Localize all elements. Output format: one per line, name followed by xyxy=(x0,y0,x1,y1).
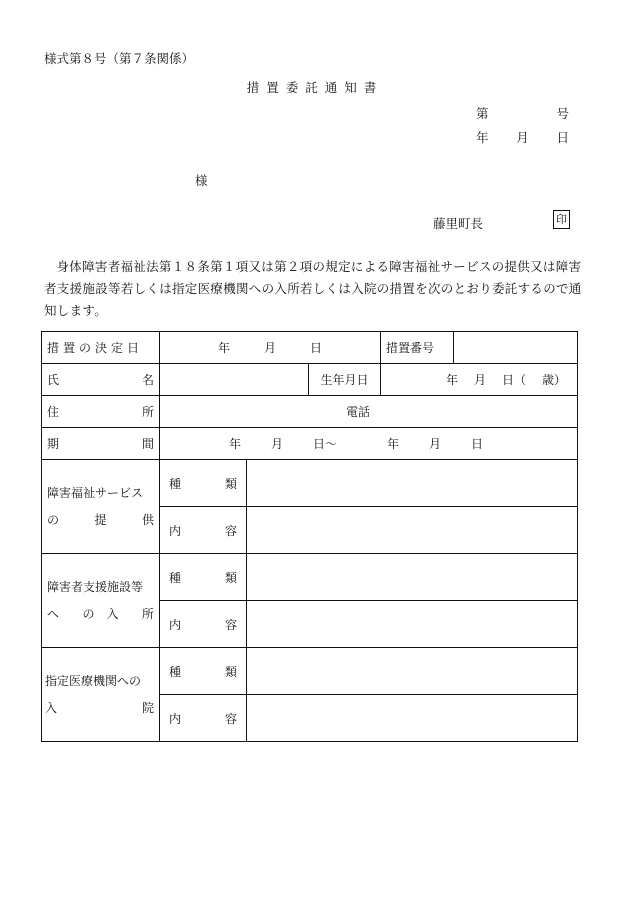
address-field[interactable] xyxy=(160,396,578,428)
table-row xyxy=(42,332,578,364)
addressee-honorific: 様 xyxy=(195,173,208,188)
medical-institution-label: 指定医療機関への 入 院 xyxy=(42,648,160,742)
table-row xyxy=(42,460,578,507)
measure-number-field[interactable] xyxy=(454,332,578,364)
medical-institution-content-field[interactable] xyxy=(247,695,578,742)
kind-label: 種 類 xyxy=(160,648,247,695)
welfare-service-content-field[interactable] xyxy=(247,507,578,554)
decision-day: 日 xyxy=(310,341,323,355)
birth-month: 月 xyxy=(473,373,486,387)
date-day: 日 xyxy=(556,130,569,145)
table-row xyxy=(42,428,578,460)
commission-table xyxy=(41,331,578,742)
body-text: 身体障害者福祉法第１８条第１項又は第２項の規定による障害福祉サービスの提供又は障害者支援施設等若しくは指定医療機関への入所若しくは入院の措置を次のとおり委託するので通知します。 xyxy=(44,259,582,318)
document-date-line xyxy=(476,128,569,146)
content-label: 内 容 xyxy=(160,601,247,648)
period-label: 期 間 xyxy=(42,428,160,460)
number-suffix: 号 xyxy=(556,106,569,121)
decision-month: 月 xyxy=(264,341,277,355)
decision-date-label: 措置の決定日 xyxy=(42,332,160,364)
address-label: 住 所 xyxy=(42,396,160,428)
welfare-service-kind-field[interactable] xyxy=(247,460,578,507)
date-month: 月 xyxy=(516,130,529,145)
medical-institution-kind-field[interactable] xyxy=(247,648,578,695)
number-prefix: 第 xyxy=(476,106,489,121)
issuer-name: 藤里町長 xyxy=(433,216,484,231)
welfare-service-label: 障害福祉サービス の 提 供 xyxy=(42,460,160,554)
table-row xyxy=(42,554,578,601)
seal-mark: 印 xyxy=(553,210,570,229)
support-facility-label: 障害者支援施設等 へ の 入 所 xyxy=(42,554,160,648)
birthdate-field[interactable] xyxy=(381,364,578,396)
age-close: 歳） xyxy=(542,373,567,387)
document-title: 措置委託通知書 xyxy=(246,80,384,95)
name-field[interactable] xyxy=(160,364,309,396)
content-label: 内 容 xyxy=(160,695,247,742)
table-row xyxy=(42,364,578,396)
date-year: 年 xyxy=(476,130,489,145)
period-separator: 日～ xyxy=(313,437,338,451)
birth-day-open: 日（ xyxy=(501,373,526,387)
support-facility-kind-field[interactable] xyxy=(247,554,578,601)
birthdate-label: 生年月日 xyxy=(309,364,381,396)
phone-label: 電話 xyxy=(346,405,371,419)
kind-label: 種 類 xyxy=(160,554,247,601)
content-label: 内 容 xyxy=(160,507,247,554)
decision-date-field[interactable] xyxy=(160,332,381,364)
decision-year: 年 xyxy=(217,341,230,355)
name-label: 氏 名 xyxy=(42,364,160,396)
document-number-line xyxy=(476,104,569,122)
birth-year: 年 xyxy=(445,373,458,387)
measure-number-label: 措置番号 xyxy=(381,332,454,364)
table-row xyxy=(42,396,578,428)
table-row xyxy=(42,648,578,695)
form-number: 様式第８号（第７条関係） xyxy=(44,51,195,66)
kind-label: 種 類 xyxy=(160,460,247,507)
support-facility-content-field[interactable] xyxy=(247,601,578,648)
period-field[interactable]: 年 月 日～ 年 月 日 xyxy=(160,428,578,460)
